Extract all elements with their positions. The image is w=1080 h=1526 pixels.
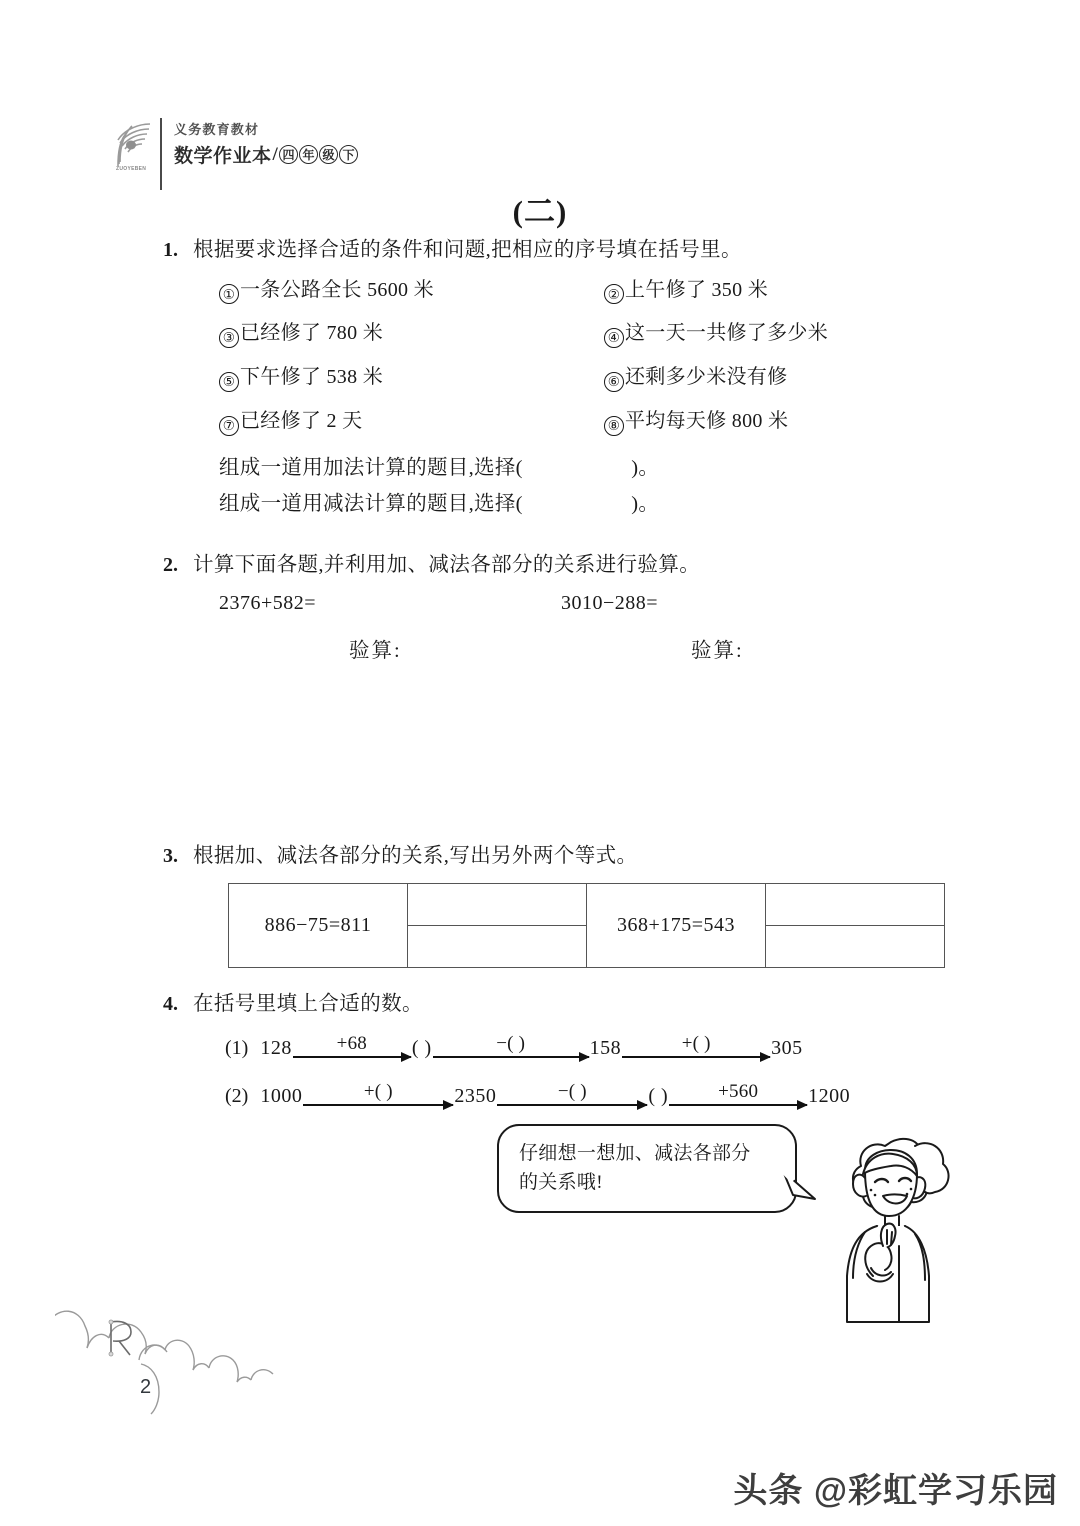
flow-row-1 (225, 1034, 953, 1060)
question-3-number: 3. (163, 845, 178, 867)
option-5-marker: ⑤ (219, 372, 239, 392)
arrow-shaft-icon (497, 1104, 647, 1106)
flow-arrow-1-3 (622, 1034, 770, 1060)
hint-bubble-wrapper (497, 1124, 797, 1213)
header-divider (160, 118, 162, 190)
table-cell-equation-1: 886−75=811 (229, 883, 408, 967)
flow-node-2-start: 1000 (260, 1085, 303, 1107)
option-6-marker: ⑥ (604, 372, 624, 392)
option-8-marker: ⑧ (604, 416, 624, 436)
option-4-marker: ④ (604, 328, 624, 348)
header-series-label: 数学作业本 (174, 146, 272, 167)
option-5-text: 下午修了 538 米 (240, 366, 383, 388)
arrow-shaft-icon (622, 1056, 770, 1058)
table-cell-blank-2b[interactable] (766, 925, 945, 967)
option-4 (604, 323, 953, 348)
flow-row-2 (225, 1082, 953, 1108)
grade-char-4: 下 (339, 145, 358, 164)
expression-right[interactable]: 3010−288= (561, 592, 659, 614)
option-7-marker: ⑦ (219, 416, 239, 436)
option-3-marker: ③ (219, 328, 239, 348)
flow-arrow-1-2-label[interactable]: −( ) (496, 1033, 526, 1054)
flow-node-2-a: 2350 (454, 1085, 497, 1107)
compose-addition-line[interactable]: 组成一道用加法计算的题目,选择( )。 (219, 456, 660, 479)
option-6 (604, 367, 953, 392)
flow-node-2-b[interactable]: ( ) (648, 1085, 669, 1107)
question-4-stem: 在括号里填上合适的数。 (193, 992, 423, 1015)
question-1 (163, 240, 953, 531)
compose-subtraction-line[interactable]: 组成一道用减法计算的题目,选择( )。 (219, 493, 660, 515)
arrow-shaft-icon (293, 1056, 411, 1058)
flow-arrow-2-2 (497, 1082, 647, 1108)
arrow-shaft-icon (669, 1104, 807, 1106)
question-2-verify-row (219, 641, 953, 662)
question-1-answer-lines (219, 458, 953, 515)
flow-arrow-2-2-label[interactable]: −( ) (557, 1081, 587, 1102)
watermark: 头条 @彩虹学习乐园 (733, 1472, 1058, 1510)
question-2-stem: 计算下面各题,并利用加、减法各部分的关系进行验算。 (193, 553, 701, 576)
flow-arrow-2-1-label[interactable]: +( ) (363, 1081, 393, 1102)
question-1-stem: 根据要求选择合适的条件和问题,把相应的序号填在括号里。 (193, 239, 742, 261)
arrow-shaft-icon (433, 1056, 589, 1058)
question-4 (163, 994, 953, 1109)
header-subtitle: 义务教育教材 (174, 122, 260, 137)
question-1-options (219, 280, 953, 436)
equation-table (228, 883, 945, 968)
question-1-number: 1. (163, 239, 178, 261)
flow-arrow-2-3 (669, 1082, 807, 1108)
flow-node-1-b: 158 (589, 1037, 622, 1059)
table-cell-equation-2: 368+175=543 (587, 883, 766, 967)
mascot-illustration (795, 1126, 975, 1326)
flow-row-2-label: (2) (225, 1085, 249, 1107)
flow-arrow-1-1 (293, 1034, 411, 1060)
flow-node-2-c: 1200 (808, 1085, 851, 1107)
arrow-shaft-icon (303, 1104, 453, 1106)
flow-node-1-a[interactable]: ( ) (411, 1037, 432, 1059)
grade-char-2: 年 (299, 145, 318, 164)
flow-arrow-2-1 (303, 1082, 453, 1108)
hint-line-2: 的关系哦! (519, 1171, 603, 1193)
expression-left[interactable]: 2376+582= (219, 592, 317, 614)
flow-arrow-2-3-label: +560 (718, 1081, 759, 1102)
worksheet-content (163, 240, 953, 1108)
publisher-logo-icon (108, 118, 154, 174)
option-2-text: 上午修了 350 米 (625, 278, 768, 301)
option-8-text: 平均每天修 800 米 (625, 409, 789, 432)
flow-arrow-1-1-label: +68 (336, 1033, 367, 1054)
option-8 (604, 411, 953, 436)
question-2-number: 2. (163, 553, 178, 576)
flow-row-1-label: (1) (225, 1037, 249, 1059)
question-2-expressions (219, 593, 953, 614)
option-5 (219, 367, 604, 392)
question-3 (163, 846, 953, 968)
header-title (174, 141, 358, 168)
grade-char-3: 级 (319, 145, 338, 164)
question-2 (163, 555, 953, 662)
grade-char-1: 四 (279, 145, 298, 164)
page-title: (二) (512, 194, 568, 229)
option-3 (219, 323, 604, 348)
option-1-text: 一条公路全长 5600 米 (240, 278, 434, 301)
verify-label-left: 验算: (349, 639, 402, 662)
option-6-text: 还剩多少米没有修 (625, 366, 788, 388)
option-1-marker: ① (219, 284, 239, 304)
table-cell-blank-2a[interactable] (766, 883, 945, 925)
logo-wordmark: ZUOYEBEN (116, 166, 147, 172)
option-2-marker: ② (604, 284, 624, 304)
option-3-text: 已经修了 780 米 (240, 322, 383, 345)
hint-line-1: 仔细想一想加、减法各部分 (519, 1143, 751, 1164)
option-2 (604, 280, 953, 305)
header-slash: / (272, 143, 279, 165)
flow-node-1-c: 305 (771, 1037, 803, 1059)
option-7 (219, 411, 604, 436)
question-4-number: 4. (163, 992, 178, 1015)
table-row (229, 883, 945, 925)
page-header (108, 118, 358, 190)
option-4-text: 这一天一共修了多少米 (625, 322, 828, 345)
table-cell-blank-1a[interactable] (408, 883, 587, 925)
verify-label-right: 验算: (691, 639, 744, 662)
publisher-r-logo-icon (103, 1318, 137, 1360)
option-1 (219, 280, 604, 305)
flow-node-1-start: 128 (260, 1037, 292, 1059)
table-cell-blank-1b[interactable] (408, 925, 587, 967)
flow-arrow-1-2 (433, 1034, 589, 1060)
page-number: 2 (140, 1376, 152, 1398)
hint-speech-bubble (497, 1124, 797, 1213)
flow-arrow-1-3-label[interactable]: +( ) (681, 1033, 711, 1054)
question-3-stem: 根据加、减法各部分的关系,写出另外两个等式。 (193, 845, 638, 867)
option-7-text: 已经修了 2 天 (240, 409, 363, 432)
